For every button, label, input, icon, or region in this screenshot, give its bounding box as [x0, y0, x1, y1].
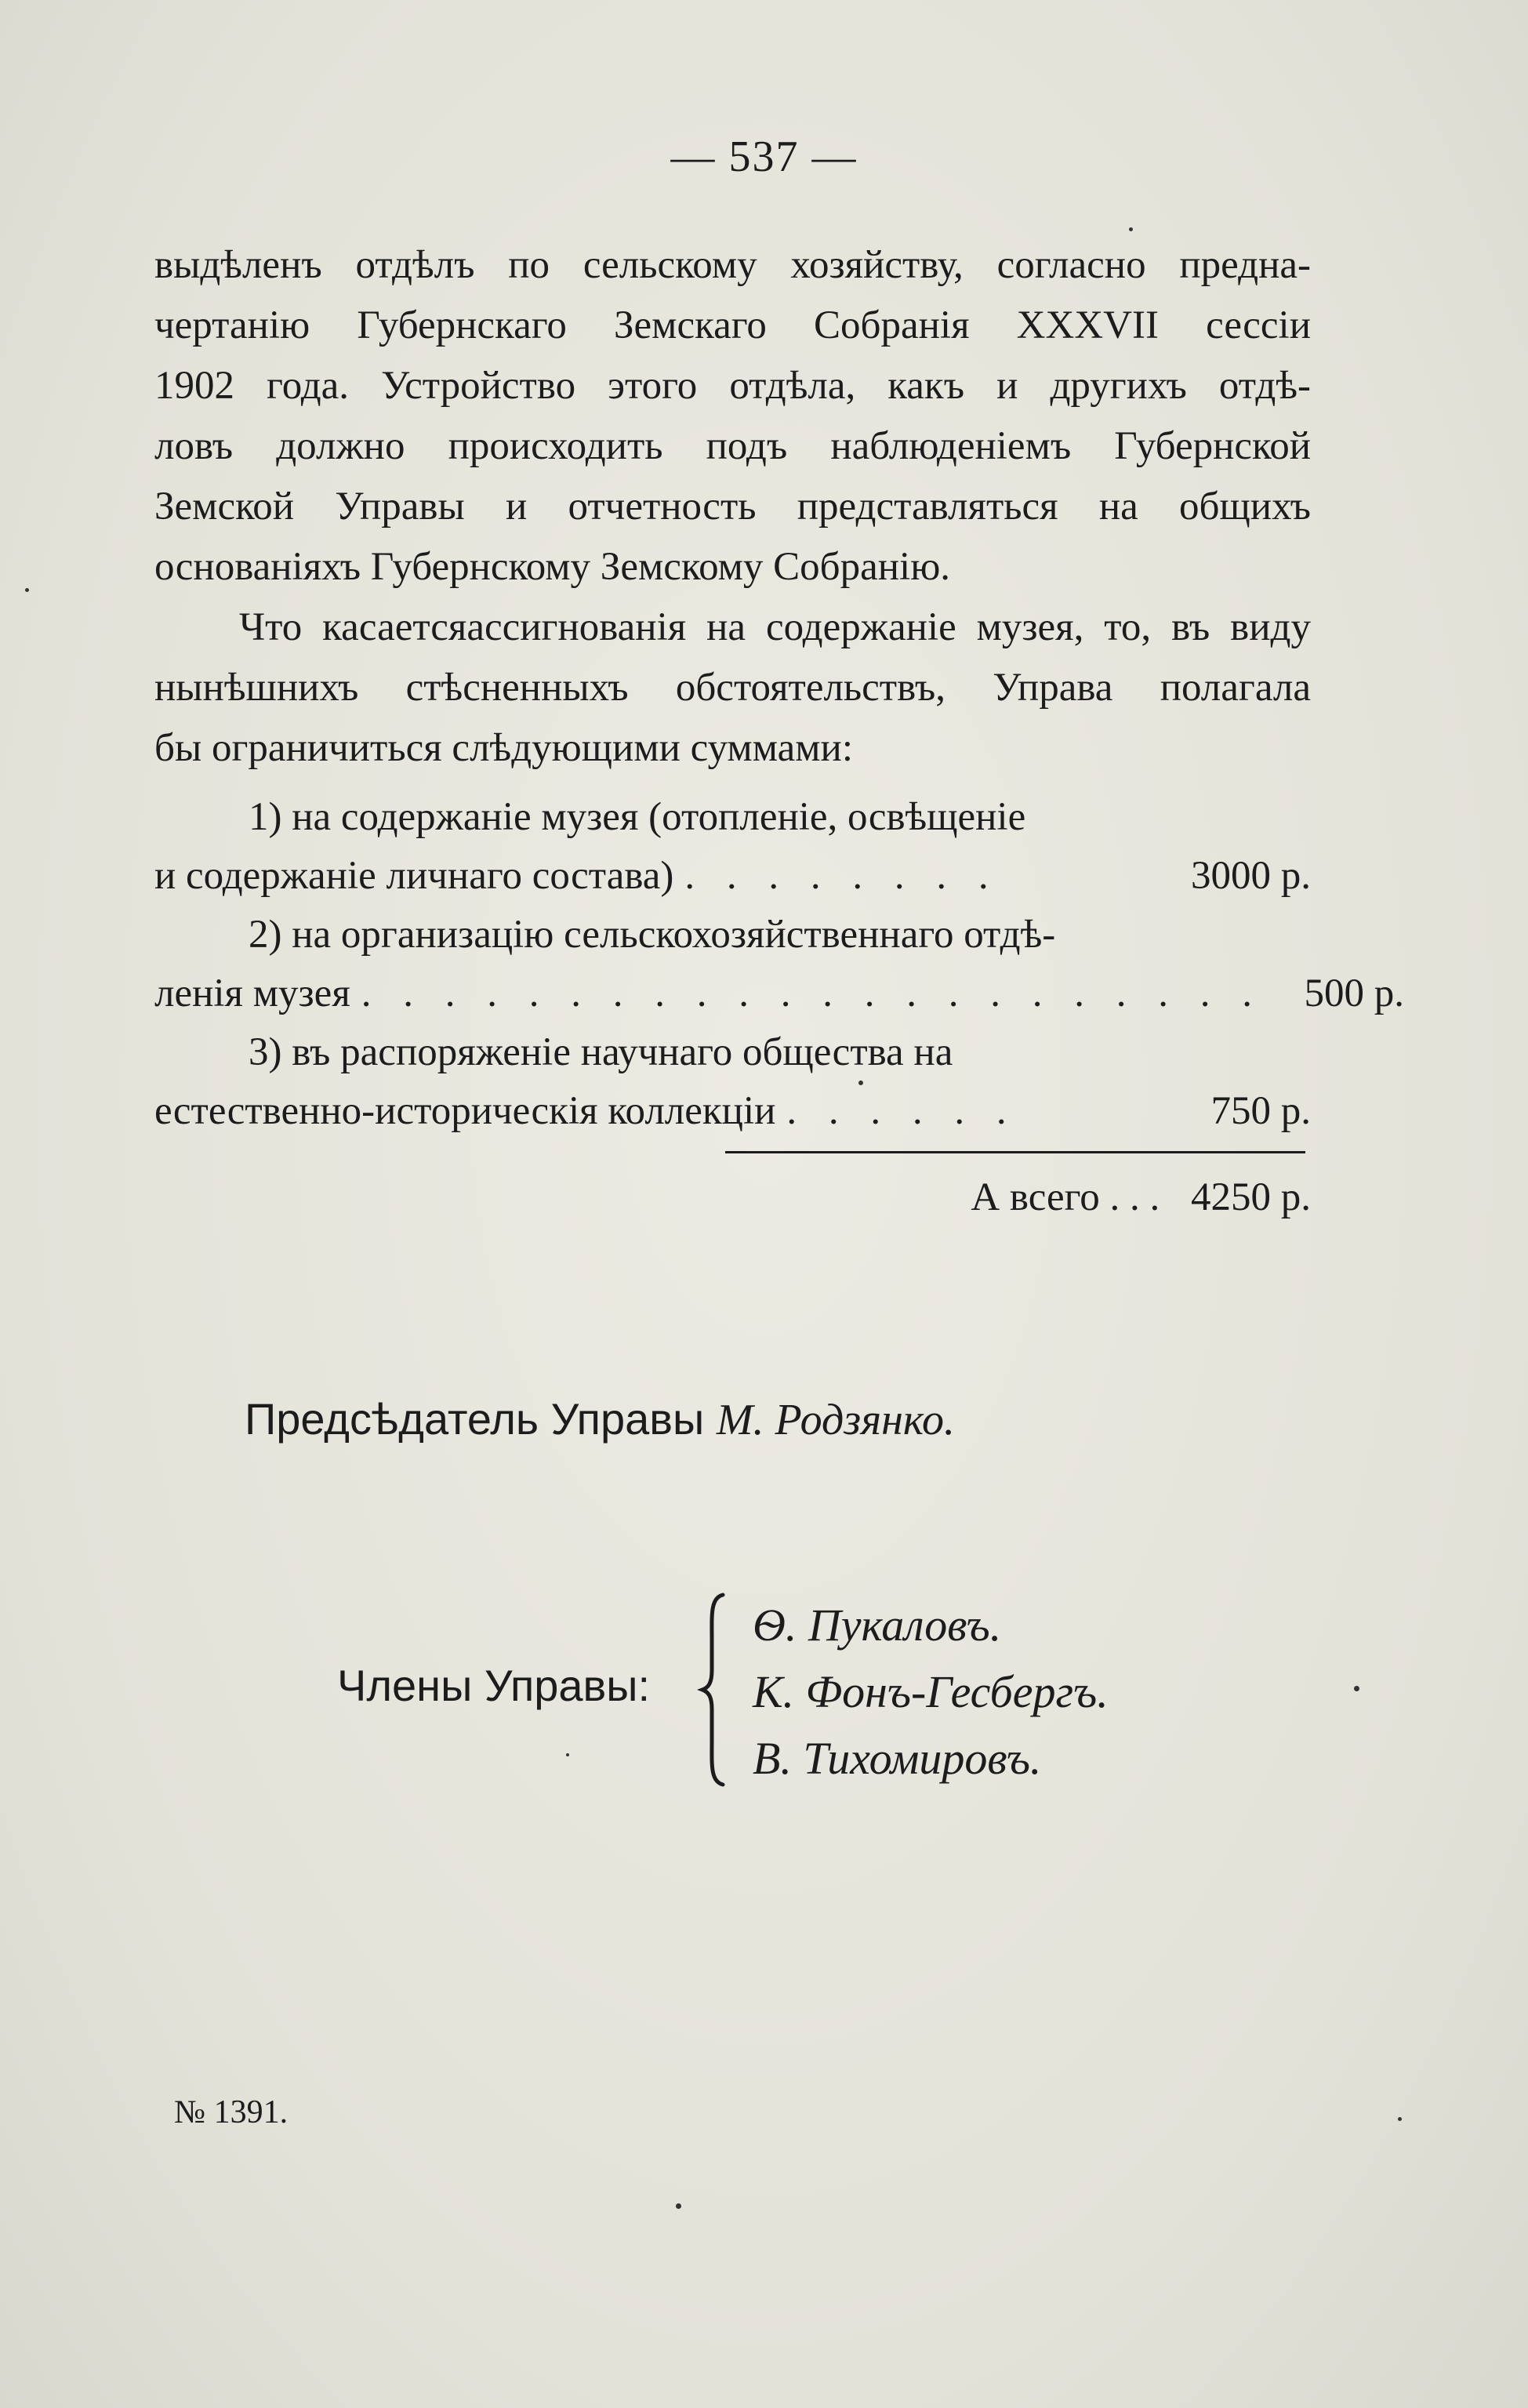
body-text — [154, 235, 1311, 779]
chairman-name: М. Родзянко. — [716, 1396, 955, 1444]
budget-item-3 — [154, 1023, 1311, 1141]
member-name: К. Фонъ-Гесбергъ. — [753, 1666, 1109, 1717]
budget-item-2 — [154, 906, 1405, 1023]
paragraph2-line: Что касаетсяассигнованія на содержаніе музея, то, въ виду — [239, 605, 1311, 649]
budget-item-amount: 3000 р. — [1191, 854, 1311, 898]
paragraph1-line: Земской Управы и отчетность представляться на общихъ — [154, 485, 1311, 528]
leader-dots: . . . . . . . . . . . . . . . . . . . . . . — [361, 972, 1264, 1015]
paper-speck — [1129, 227, 1133, 231]
total-rule — [725, 1151, 1305, 1153]
budget-item-amount: 500 р. — [1304, 972, 1405, 1015]
paragraph1-line: 1902 года. Устройство этого отдѣла, какъ и другихъ отдѣ- — [154, 364, 1311, 408]
total-label: А всего . . . — [971, 1175, 1160, 1219]
total-amount: 4250 р. — [1191, 1175, 1311, 1219]
paragraph2-line: нынѣшнихъ стѣсненныхъ обстоятельствъ, Управа полагала — [154, 666, 1311, 710]
paragraph1-line: выдѣленъ отдѣлъ по сельскому хозяйству, согласно предна- — [154, 243, 1311, 287]
member-name: В. Тихомировъ. — [753, 1733, 1042, 1784]
member-name: Ѳ. Пукаловъ. — [753, 1600, 1002, 1651]
paper-speck — [25, 588, 29, 592]
paper-speck — [566, 1753, 569, 1756]
budget-item-text: 2) на организацію сельскохозяйственнаго отдѣ- — [249, 913, 1056, 957]
leader-dots: . . . . . . — [786, 1089, 1018, 1133]
paragraph1-line: чертанію Губернскаго Земскаго Собранія XXXVII сессіи — [154, 303, 1311, 347]
paragraph1-line: основаніяхъ Губернскому Земскому Собранію. — [154, 545, 951, 589]
leader-dots: . . . . . . . . — [684, 854, 1000, 898]
total-line — [154, 1168, 1311, 1227]
paper-speck — [1354, 1686, 1359, 1691]
page-number: — 537 — — [670, 133, 858, 181]
budget-item-amount: 750 р. — [1210, 1089, 1311, 1133]
budget-item-text: 3) въ распоряженіе научнаго общества на — [249, 1030, 953, 1074]
members-label: Члены Управы: — [337, 1661, 651, 1710]
budget-item-1 — [154, 788, 1311, 906]
document-number: № 1391. — [174, 2094, 289, 2130]
chairman-title: Предсѣдатель Управы — [245, 1394, 705, 1444]
chairman-signature — [245, 1393, 955, 1445]
paper-speck — [858, 1081, 863, 1085]
curly-brace-icon — [699, 1592, 731, 1788]
budget-item-text: ленія музея — [154, 972, 350, 1015]
paragraph2-line: бы ограничиться слѣдующими суммами: — [154, 726, 854, 770]
paper-speck — [1398, 2117, 1402, 2121]
budget-item-text: и содержаніе личнаго состава) — [154, 854, 674, 898]
budget-item-text: 1) на содержаніе музея (отопленіе, освѣщеніе — [249, 795, 1026, 839]
paper-speck — [676, 2203, 681, 2209]
paragraph1-line: ловъ должно происходить подъ наблюденіемъ Губернской — [154, 424, 1311, 468]
members-list — [753, 1592, 1109, 1792]
budget-item-text: естественно-историческія коллекціи — [154, 1089, 776, 1133]
